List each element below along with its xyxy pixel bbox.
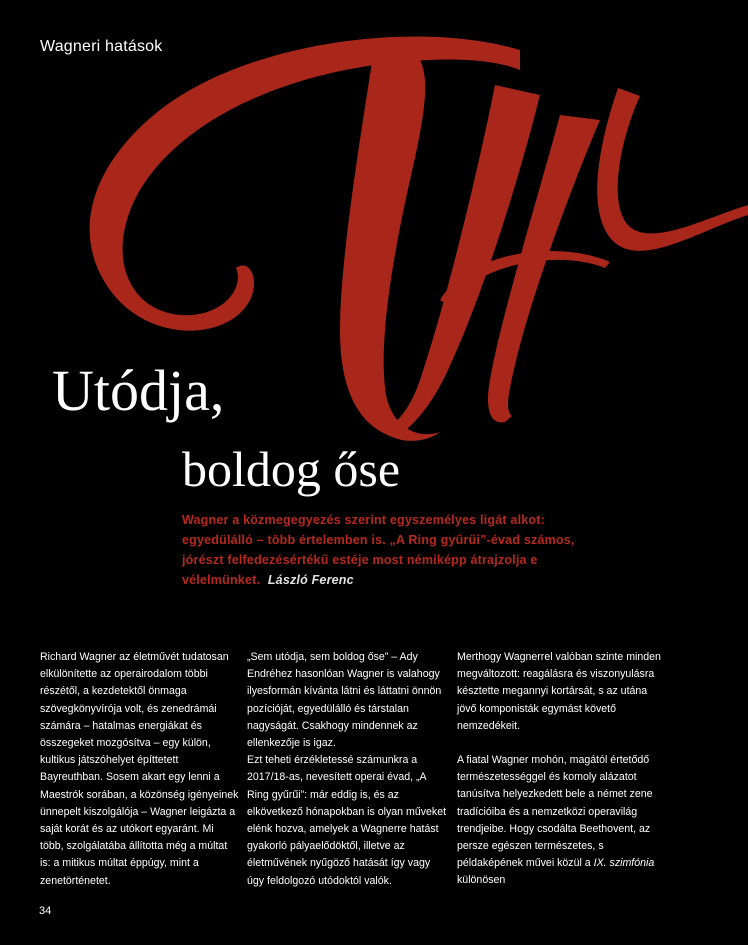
body-text: A fiatal Wagner mohón, magától értetődő természetességgel és komoly alázatot tanúsítva helyezkedett bele a német zene tradícióiba és a nemzetközi operavilág trendjeibe. Hogy csodálta Beethovent, az persze egészen természetes, s példaképének művei közül a <box>457 754 653 870</box>
body-paragraph: Ezt teheti érzékletessé számunkra a 2017/18-as, nevesített operai évad, „A Ring gyűrűi”: már eddig is, és az elkövetkező hónapokban is olyan műveket elénk hozva, amelyek a Wagnerre hatást gyakorló pályaelődöktől, illetve az életművének nyűgöző hatását így vagy úgy feldolgozó utódoktól valók. <box>247 754 447 887</box>
body-text: különösen <box>457 874 506 887</box>
body-paragraph: Merthogy Wagnerrel valóban szinte minden megváltozott: reagálásra és viszonyulásra késztette megannyi kortársát, s az utána jövő komponisták egymást követő nemzedékeit. <box>457 651 661 732</box>
body-column-2 <box>247 649 447 890</box>
article-title-line1: Utódja, <box>52 358 225 423</box>
article-title-line2: boldog őse <box>182 441 401 497</box>
body-paragraph <box>457 752 667 890</box>
body-paragraph: Richard Wagner az életművét tudatosan elkülönítette az operairodalom többi részétől, a kezdetektől önmaga szövegkönyvírója volt, és zenedrámái számára – hatalmas energiákat és összegeket mozgósítva – egy külön, kultikus játszóhelyet építtetett Bayreuthban. Sosem akart egy lenni a Maestrók sorában, a közönség igényeinek ünnepelt kiszolgálója – Wagner leigázta a saját korát és az utókort egyaránt. Mi több, szolgálatába állította még a múltat is: a mitikus múltat éppúgy, mint a zenetörténetet. <box>40 651 239 887</box>
body-column-1 <box>40 649 240 890</box>
body-paragraph: „Sem utódja, sem boldog őse” – Ady Endréhez hasonlóan Wagner is valahogy ilyesformán kívánta látni és láttatni önnön pozícióját, egyedülálló és társtalan nagyságát. Csakhogy mindennek az ellenkezője is igaz. <box>247 651 442 750</box>
lead-paragraph <box>182 510 602 590</box>
work-title: IX. szimfónia <box>593 857 655 870</box>
author-name: László Ferenc <box>267 573 354 587</box>
page-number: 34 <box>39 905 52 917</box>
body-column-3 <box>457 649 667 890</box>
lead-text: Wagner a közmegegyezés szerint egyszemélyes ligát alkot: egyedülálló – több értelemben is. „A Ring gyűrűi”-évad számos, jórészt felfedezésértékű estéje most némiképp átrajzolja e vélelmünket. <box>182 513 575 587</box>
section-header: Wagneri hatások <box>40 38 163 55</box>
